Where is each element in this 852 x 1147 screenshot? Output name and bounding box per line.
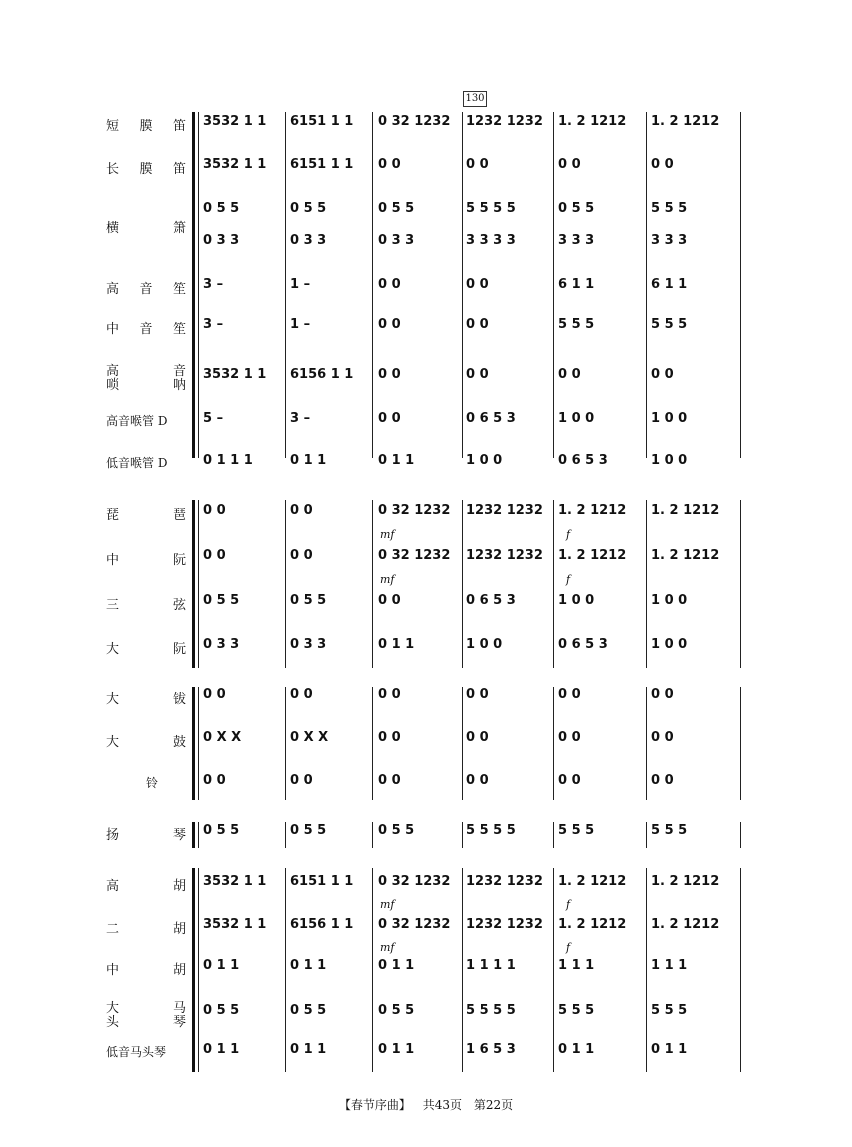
measure-notes: 0 X X: [203, 730, 242, 745]
instrument-label: 低音喉管 D: [106, 456, 168, 470]
dynamic-marking: f: [566, 528, 571, 541]
instrument-label: 长 膜 笛: [106, 162, 186, 177]
instrument-label: 高音喉管 D: [106, 414, 168, 428]
footer-total-pages: 共43页: [422, 1098, 462, 1112]
measure-notes: 0 0: [466, 687, 489, 702]
instrument-label: 大 阮: [106, 642, 186, 657]
measure-notes: 1232 1232: [466, 114, 543, 129]
measure-notes: 0 1 1: [651, 1042, 688, 1057]
measure-notes: 0 3 3: [203, 637, 240, 652]
barline: [285, 687, 286, 800]
measure-notes: 0 32 1232: [378, 874, 451, 889]
measure-notes: 0 0: [203, 548, 226, 563]
measure-notes: 0 5 5: [203, 1003, 240, 1018]
measure-notes: 1 1 1: [558, 958, 595, 973]
measure-notes: 0 X X: [290, 730, 329, 745]
measure-notes: 0 1 1 1: [203, 453, 253, 468]
barline: [462, 687, 463, 800]
measure-notes: 0 0: [466, 157, 489, 172]
measure-notes: 0 0: [466, 773, 489, 788]
measure-notes: 1. 2 1212: [651, 548, 720, 563]
measure-notes: 3 –: [203, 277, 224, 292]
measure-notes: 1. 2 1212: [651, 114, 720, 129]
instrument-label: 中 阮: [106, 553, 186, 568]
measure-notes: 0 6 5 3: [558, 453, 608, 468]
measure-notes: 3532 1 1: [203, 917, 267, 932]
measure-notes: 6151 1 1: [290, 874, 354, 889]
measure-notes: 5 5 5 5: [466, 1003, 516, 1018]
measure-notes: 0 3 3: [290, 637, 327, 652]
measure-notes: 1 1 1 1: [466, 958, 516, 973]
measure-notes: 5 5 5 5: [466, 201, 516, 216]
measure-notes: 0 0: [558, 367, 581, 382]
dynamic-marking: mf: [380, 898, 395, 911]
measure-notes: 0 0: [378, 277, 401, 292]
barline: [462, 822, 463, 848]
measure-notes: 0 0: [378, 411, 401, 426]
measure-notes: 1. 2 1212: [558, 114, 627, 129]
measure-notes: 0 0: [558, 730, 581, 745]
measure-notes: 1 –: [290, 277, 311, 292]
measure-notes: 0 0: [466, 730, 489, 745]
measure-notes: 0 0: [378, 367, 401, 382]
measure-notes: 1 –: [290, 317, 311, 332]
system-bracket: [192, 687, 195, 800]
barline: [646, 687, 647, 800]
measure-notes: 1 0 0: [558, 411, 595, 426]
footer-title: 【春节序曲】: [338, 1098, 411, 1112]
measure-notes: 0 0: [290, 687, 313, 702]
barline: [553, 112, 554, 458]
measure-notes: 3 –: [290, 411, 311, 426]
measure-notes: 6156 1 1: [290, 367, 354, 382]
barline: [646, 112, 647, 458]
measure-notes: 0 5 5: [203, 593, 240, 608]
measure-notes: 3 –: [203, 317, 224, 332]
barline: [285, 868, 286, 1072]
barline: [372, 500, 373, 668]
page-footer: [0, 1096, 852, 1113]
instrument-label: 扬 琴: [106, 828, 186, 843]
instrument-label: 二 胡: [106, 922, 186, 937]
instrument-label: 三 弦: [106, 598, 186, 613]
measure-notes: 0 0: [290, 548, 313, 563]
measure-notes: 0 5 5: [203, 201, 240, 216]
barline: [198, 112, 199, 458]
system-bracket: [192, 500, 195, 668]
measure-notes: 0 32 1232: [378, 114, 451, 129]
measure-notes: 0 3 3: [290, 233, 327, 248]
measure-notes: 0 1 1: [203, 1042, 240, 1057]
measure-notes: 0 0: [466, 367, 489, 382]
measure-notes: 3532 1 1: [203, 874, 267, 889]
measure-notes: 3 3 3 3: [466, 233, 516, 248]
instrument-label: 唢 呐: [106, 378, 186, 393]
measure-notes: 0 0: [290, 773, 313, 788]
measure-notes: 0 1 1: [378, 637, 415, 652]
measure-notes: 1232 1232: [466, 874, 543, 889]
barline: [553, 822, 554, 848]
instrument-label: 头 琴: [106, 1015, 186, 1030]
barline: [372, 868, 373, 1072]
measure-notes: 3532 1 1: [203, 157, 267, 172]
measure-notes: 0 0: [651, 773, 674, 788]
measure-notes: 0 3 3: [378, 233, 415, 248]
measure-notes: 0 0: [290, 503, 313, 518]
instrument-label: 大 钹: [106, 692, 186, 707]
measure-notes: 3532 1 1: [203, 114, 267, 129]
measure-notes: 0 0: [651, 157, 674, 172]
measure-notes: 1 0 0: [651, 637, 688, 652]
measure-notes: 1. 2 1212: [651, 917, 720, 932]
instrument-label: 低音马头琴: [106, 1045, 167, 1059]
measure-notes: 5 5 5: [558, 317, 595, 332]
barline: [372, 112, 373, 458]
rehearsal-mark: 130: [463, 91, 487, 107]
measure-notes: 0 5 5: [290, 1003, 327, 1018]
barline: [740, 868, 741, 1072]
measure-notes: 1232 1232: [466, 917, 543, 932]
measure-notes: 0 0: [378, 773, 401, 788]
measure-notes: 1. 2 1212: [558, 503, 627, 518]
instrument-label: 高 胡: [106, 879, 186, 894]
barline: [462, 868, 463, 1072]
barline: [285, 500, 286, 668]
dynamic-marking: mf: [380, 573, 395, 586]
measure-notes: 0 5 5: [290, 593, 327, 608]
measure-notes: 1 0 0: [558, 593, 595, 608]
measure-notes: 5 5 5: [651, 201, 688, 216]
measure-notes: 0 32 1232: [378, 548, 451, 563]
instrument-label: 高 音: [106, 364, 186, 379]
dynamic-marking: mf: [380, 528, 395, 541]
measure-notes: 1 0 0: [466, 453, 503, 468]
measure-notes: 0 0: [203, 503, 226, 518]
barline: [553, 687, 554, 800]
measure-notes: 0 0: [651, 730, 674, 745]
measure-notes: 1 0 0: [651, 593, 688, 608]
instrument-label: 横 箫: [106, 221, 186, 236]
barline: [740, 687, 741, 800]
measure-notes: 0 6 5 3: [466, 411, 516, 426]
measure-notes: 0 5 5: [378, 823, 415, 838]
measure-notes: 1 0 0: [466, 637, 503, 652]
measure-notes: 5 5 5: [558, 823, 595, 838]
measure-notes: 0 1 1: [290, 453, 327, 468]
barline: [646, 822, 647, 848]
measure-notes: 0 0: [558, 773, 581, 788]
measure-notes: 0 1 1: [203, 958, 240, 973]
measure-notes: 3 3 3: [651, 233, 688, 248]
measure-notes: 1232 1232: [466, 503, 543, 518]
barline: [646, 500, 647, 668]
barline: [462, 112, 463, 458]
measure-notes: 6 1 1: [651, 277, 688, 292]
barline: [553, 868, 554, 1072]
measure-notes: 0 1 1: [378, 453, 415, 468]
measure-notes: 0 0: [466, 317, 489, 332]
measure-notes: 1. 2 1212: [651, 503, 720, 518]
measure-notes: 1 1 1: [651, 958, 688, 973]
barline: [372, 687, 373, 800]
measure-notes: 5 –: [203, 411, 224, 426]
instrument-label: 大 马: [106, 1001, 186, 1016]
measure-notes: 5 5 5: [558, 1003, 595, 1018]
measure-notes: 0 0: [651, 687, 674, 702]
measure-notes: 1. 2 1212: [558, 548, 627, 563]
instrument-label: 短 膜 笛: [106, 119, 186, 134]
measure-notes: 0 0: [558, 687, 581, 702]
measure-notes: 1. 2 1212: [558, 874, 627, 889]
measure-notes: 0 0: [378, 730, 401, 745]
measure-notes: 0 6 5 3: [466, 593, 516, 608]
instrument-label: 高 音 笙: [106, 282, 186, 297]
measure-notes: 0 1 1: [290, 958, 327, 973]
barline: [198, 868, 199, 1072]
system-bracket: [192, 112, 195, 458]
measure-notes: 0 0: [378, 317, 401, 332]
measure-notes: 0 0: [651, 367, 674, 382]
measure-notes: 5 5 5: [651, 823, 688, 838]
measure-notes: 5 5 5 5: [466, 823, 516, 838]
measure-notes: 0 32 1232: [378, 917, 451, 932]
footer-page-number: 第22页: [473, 1098, 514, 1112]
measure-notes: 0 6 5 3: [558, 637, 608, 652]
measure-notes: 0 0: [378, 157, 401, 172]
measure-notes: 0 1 1: [558, 1042, 595, 1057]
measure-notes: 0 32 1232: [378, 503, 451, 518]
measure-notes: 1232 1232: [466, 548, 543, 563]
measure-notes: 1. 2 1212: [558, 917, 627, 932]
instrument-label: 琵 琶: [106, 508, 186, 523]
measure-notes: 1 0 0: [651, 411, 688, 426]
measure-notes: 1 0 0: [651, 453, 688, 468]
measure-notes: 5 5 5: [651, 1003, 688, 1018]
measure-notes: 0 5 5: [378, 1003, 415, 1018]
measure-notes: 6 1 1: [558, 277, 595, 292]
measure-notes: 0 0: [203, 687, 226, 702]
measure-notes: 0 0: [558, 157, 581, 172]
barline: [740, 822, 741, 848]
measure-notes: 0 0: [378, 593, 401, 608]
measure-notes: 3532 1 1: [203, 367, 267, 382]
barline: [646, 868, 647, 1072]
dynamic-marking: f: [566, 573, 571, 586]
measure-notes: 0 5 5: [558, 201, 595, 216]
barline: [198, 822, 199, 848]
measure-notes: 0 0: [466, 277, 489, 292]
barline: [198, 500, 199, 668]
measure-notes: 1 6 5 3: [466, 1042, 516, 1057]
barline: [285, 112, 286, 458]
measure-notes: 6151 1 1: [290, 157, 354, 172]
measure-notes: 3 3 3: [558, 233, 595, 248]
barline: [553, 500, 554, 668]
barline: [285, 822, 286, 848]
system-bracket: [192, 868, 195, 1072]
barline: [740, 500, 741, 668]
measure-notes: 6151 1 1: [290, 114, 354, 129]
measure-notes: 0 1 1: [290, 1042, 327, 1057]
dynamic-marking: f: [566, 898, 571, 911]
barline: [372, 822, 373, 848]
barline: [740, 112, 741, 458]
measure-notes: 0 1 1: [378, 958, 415, 973]
measure-notes: 5 5 5: [651, 317, 688, 332]
dynamic-marking: mf: [380, 941, 395, 954]
instrument-label: 铃: [146, 776, 159, 790]
barline: [462, 500, 463, 668]
measure-notes: 0 0: [203, 773, 226, 788]
instrument-label: 中 音 笙: [106, 322, 186, 337]
measure-notes: 0 3 3: [203, 233, 240, 248]
measure-notes: 0 1 1: [378, 1042, 415, 1057]
measure-notes: 0 0: [378, 687, 401, 702]
measure-notes: 0 5 5: [203, 823, 240, 838]
instrument-label: 大 鼓: [106, 735, 186, 750]
measure-notes: 1. 2 1212: [651, 874, 720, 889]
measure-notes: 0 5 5: [290, 201, 327, 216]
measure-notes: 0 5 5: [378, 201, 415, 216]
dynamic-marking: f: [566, 941, 571, 954]
system-bracket: [192, 822, 195, 848]
barline: [198, 687, 199, 800]
instrument-label: 中 胡: [106, 963, 186, 978]
measure-notes: 0 5 5: [290, 823, 327, 838]
measure-notes: 6156 1 1: [290, 917, 354, 932]
